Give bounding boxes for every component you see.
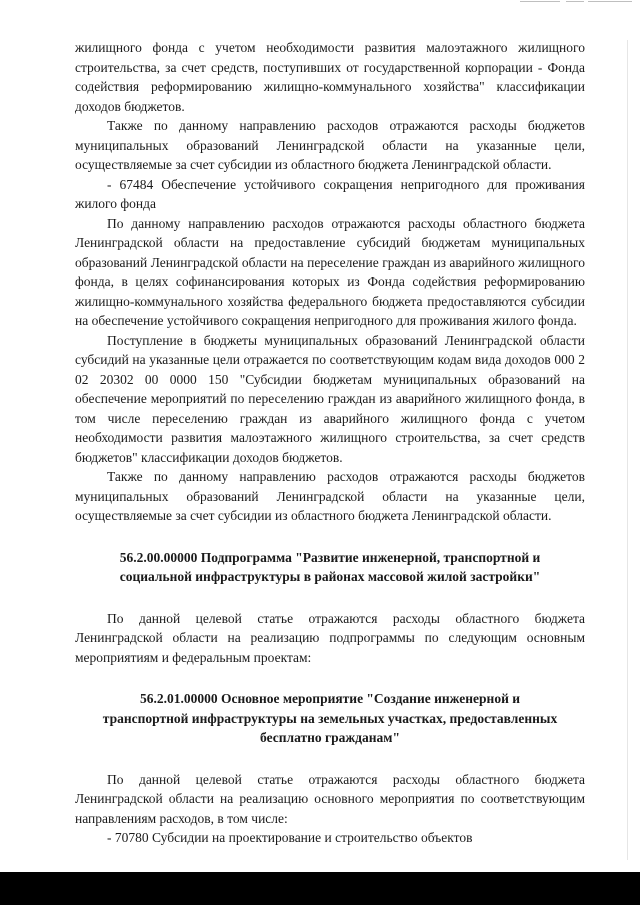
section-heading: 56.2.01.00000 Основное мероприятие "Создание инженерной и транспортной инфраструктуры на земельных участках, предоставленных бесплатно гражданам" — [102, 691, 558, 745]
scan-edge — [627, 40, 628, 860]
body-paragraph: По данной целевой статье отражаются расходы областного бюджета Ленинградской области на реализацию подпрограммы по следующим основным мероприятиям и федеральным проектам: — [75, 610, 585, 665]
expense-direction-item: - 70780 Субсидии на проектирование и строительство объектов — [107, 830, 473, 845]
body-paragraph: По данному направлению расходов отражаются расходы областного бюджета Ленинградской области на предоставление субсидий бюджетам муниципальных образований Ленинградской области на переселение граждан из аварийного жилищного фонда, в целях софинансирования которых из Фонда содействия реформированию жилищно-коммунального хозяйства федерального бюджета предоставляются субсидии на обеспечение устойчивого сокращения непригодного для проживания жилого фонда. — [75, 215, 585, 328]
section-spacer — [75, 587, 585, 609]
section-spacer — [75, 748, 585, 770]
body-paragraph: По данной целевой статье отражаются расходы областного бюджета Ленинградской области на реализацию основного мероприятия по соответствующим направлениям расходов, в том числе: — [75, 771, 585, 826]
section-heading: 56.2.00.00000 Подпрограмма "Развитие инженерной, транспортной и социальной инфраструктуры в районах массовой жилой застройки" — [119, 549, 541, 584]
section-spacer — [75, 667, 585, 689]
body-paragraph: жилищного фонда с учетом необходимости развития малоэтажного жилищного строительства, за счет средств, поступивших от государственной корпорации - Фонда содействия реформированию жилищно-коммунального хозяйства" классификации доходов бюджетов. — [75, 40, 585, 114]
section-spacer — [75, 526, 585, 548]
body-paragraph: Поступление в бюджеты муниципальных образований Ленинградской области субсидий на указанные цели отражается по соответствующим кодам вида доходов 000 2 02 20302 00 0000 150 "Субсидии бюджетам муниципальных образований на обеспечение мероприятий по переселению граждан из аварийного жилищного фонда, в том числе переселению граждан из аварийного жилищного фонда с учетом необходимости развития малоэтажного жилищного строительства, за счет средств бюджетов" классификации доходов бюджетов. — [75, 332, 585, 465]
scan-bottom-border — [0, 872, 640, 905]
document-body — [75, 38, 585, 848]
body-paragraph: Также по данному направлению расходов отражаются расходы бюджетов муниципальных образований Ленинградской области на указанные цели, осуществляемые за счет субсидии из областного бюджета Ленинградской области. — [75, 118, 585, 172]
scan-artifact — [0, 0, 640, 4]
body-paragraph: Также по данному направлению расходов отражаются расходы бюджетов муниципальных образований Ленинградской области на указанные цели, осуществляемые за счет субсидии из областного бюджета Ленинградской области. — [75, 469, 585, 523]
expense-direction-item: - 67484 Обеспечение устойчивого сокращения непригодного для проживания жилого фонда — [75, 176, 585, 211]
